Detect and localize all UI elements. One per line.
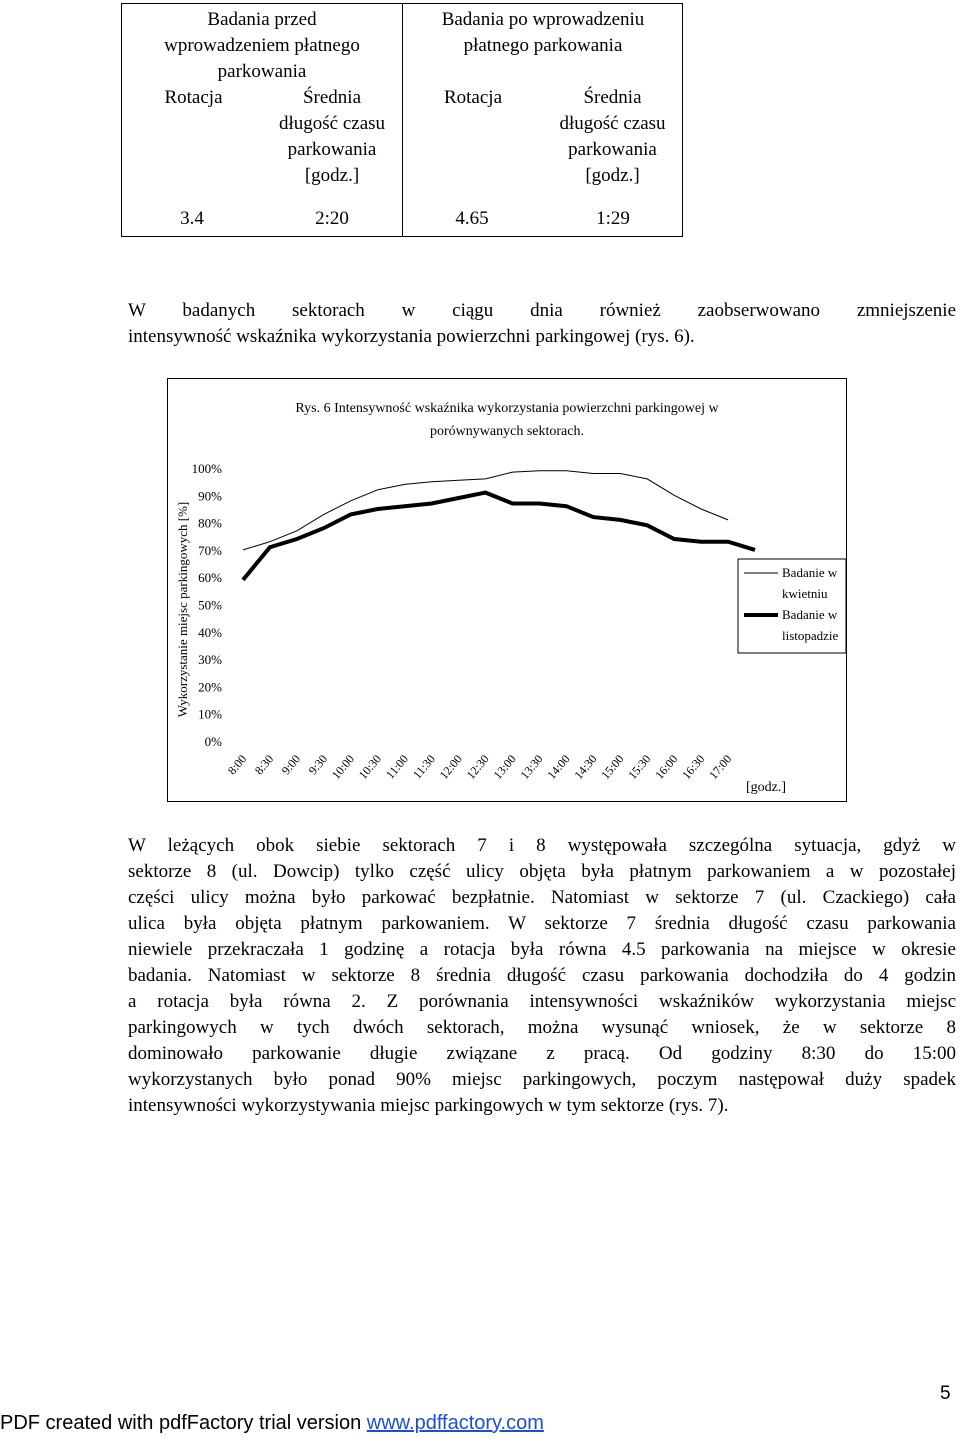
x-tick-label: 11:00 [382, 751, 411, 782]
page-number: 5 [940, 1383, 951, 1404]
text-line: intensywności wykorzystywania miejsc parkingowych w tym sektorze (rys. 7). [128, 1095, 729, 1116]
y-tick-label: 50% [198, 597, 222, 613]
y-tick-label: 90% [198, 488, 222, 504]
x-tick-label: 17:00 [706, 751, 735, 782]
footer-banner [0, 1412, 544, 1435]
table-value-srednia-before: 2:20 [315, 208, 349, 229]
y-axis-label: Wykorzystanie miejsc parkingowych [%] [175, 501, 190, 718]
x-tick-label: 14:30 [571, 751, 600, 782]
x-tick-label: 12:30 [463, 751, 492, 782]
series-line-2 [243, 493, 755, 580]
table-header-before: Badania przed wprowadzeniem płatnego parkowania [164, 9, 360, 82]
x-tick-label: 13:30 [517, 751, 546, 782]
table-value-srednia-after: 1:29 [596, 208, 630, 229]
footer-link[interactable]: www.pdffactory.com [366, 1412, 544, 1434]
legend-label: Badanie w [782, 607, 838, 622]
paragraph-sectors [128, 833, 956, 1119]
table-col-srednia-before: Średnia długość czasu parkowania [godz.] [278, 87, 386, 186]
y-tick-label: 20% [198, 679, 222, 695]
x-tick-label: 10:00 [328, 751, 358, 782]
text-line: parkingowych w tych dwóch sektorach, można wysunąć wniosek, że w sektorze 8 [128, 1017, 956, 1038]
table-col-rotacja-before: Rotacja [164, 87, 223, 108]
table-value-rotacja-before: 3.4 [180, 208, 204, 229]
paragraph-intro [128, 298, 956, 350]
table-col-srednia-after: Średnia długość czasu parkowania [godz.] [559, 87, 666, 186]
x-tick-label: 9:00 [278, 751, 304, 778]
results-table [121, 3, 683, 237]
chart-title: Rys. 6 Intensywność wskaźnika wykorzystania powierzchni parkingowej w [295, 401, 719, 416]
chart-frame [167, 378, 847, 802]
text-line: ulica była objęta płatnym parkowaniem. W sektorze 7 średnia długość czasu parkowania [128, 913, 956, 934]
text-line: wykorzystanych było ponad 90% miejsc parkingowych, poczym następował duży spadek [128, 1069, 956, 1090]
series-line-1 [243, 471, 728, 550]
text-line: intensywność wskaźnika wykorzystania powierzchni parkingowej (rys. 6). [128, 326, 695, 347]
y-tick-label: 40% [198, 624, 222, 640]
text-line: a rotacja była równa 2. Z porównania intensywności wskaźników wykorzystania miejsc [128, 991, 956, 1012]
x-tick-label: 15:30 [625, 751, 654, 782]
x-tick-label: 10:30 [355, 751, 385, 782]
y-tick-label: 80% [198, 515, 222, 531]
table-col-rotacja-after: Rotacja [443, 87, 503, 108]
table-header-after: Badania po wprowadzeniu płatnego parkowania [441, 9, 645, 56]
text-line: niewiele przekraczała 1 godzinę a rotacja była równa 4.5 parkowania na miejsce w okresie [128, 939, 956, 960]
y-tick-label: 30% [198, 652, 222, 668]
x-tick-label: 11:30 [409, 751, 438, 782]
x-tick-label: 16:30 [679, 751, 708, 782]
table-value-rotacja-after: 4.65 [455, 208, 489, 229]
legend-label: Badanie w [782, 565, 838, 580]
x-tick-label: 12:00 [436, 751, 465, 782]
footer-text: PDF created with pdfFactory trial version [0, 1412, 367, 1434]
x-tick-label: 13:00 [490, 751, 519, 782]
legend-label: listopadzie [782, 628, 839, 643]
text-line: W badanych sektorach w ciągu dnia również zaobserwowano zmniejszenie [128, 300, 956, 321]
x-tick-label: 15:00 [598, 751, 627, 782]
text-line: W leżących obok siebie sektorach 7 i 8 występowała szczególna sytuacja, gdyż w [128, 835, 956, 856]
text-line: sektorze 8 (ul. Dowcip) tylko część ulicy objęta była płatnym parkowaniem a w pozostałej [128, 861, 956, 882]
text-line: badania. Natomiast w sektorze 8 średnia długość czasu parkowania dochodziła do 4 godzin [128, 965, 956, 986]
y-tick-label: 0% [204, 734, 222, 749]
text-line: dominowało parkowanie długie związane z pracą. Od godziny 8:30 do 15:00 [128, 1043, 956, 1064]
x-tick-label: 16:00 [652, 751, 681, 782]
y-tick-label: 60% [198, 570, 222, 586]
text-line: części ulicy można było parkować bezpłatnie. Natomiast w sektorze 7 (ul. Czackiego) cała [128, 887, 956, 908]
x-tick-label: 14:00 [544, 751, 573, 782]
y-tick-label: 100% [191, 461, 222, 476]
x-tick-label: 9:30 [305, 751, 331, 778]
legend-label: kwietniu [782, 586, 828, 601]
chart-title: porównywanych sektorach. [430, 424, 584, 439]
y-tick-label: 10% [198, 706, 222, 722]
y-tick-label: 70% [198, 542, 222, 558]
x-axis-label: [godz.] [746, 780, 787, 795]
x-tick-label: 8:30 [251, 751, 277, 778]
x-tick-label: 8:00 [224, 751, 250, 778]
line-chart [168, 379, 846, 801]
